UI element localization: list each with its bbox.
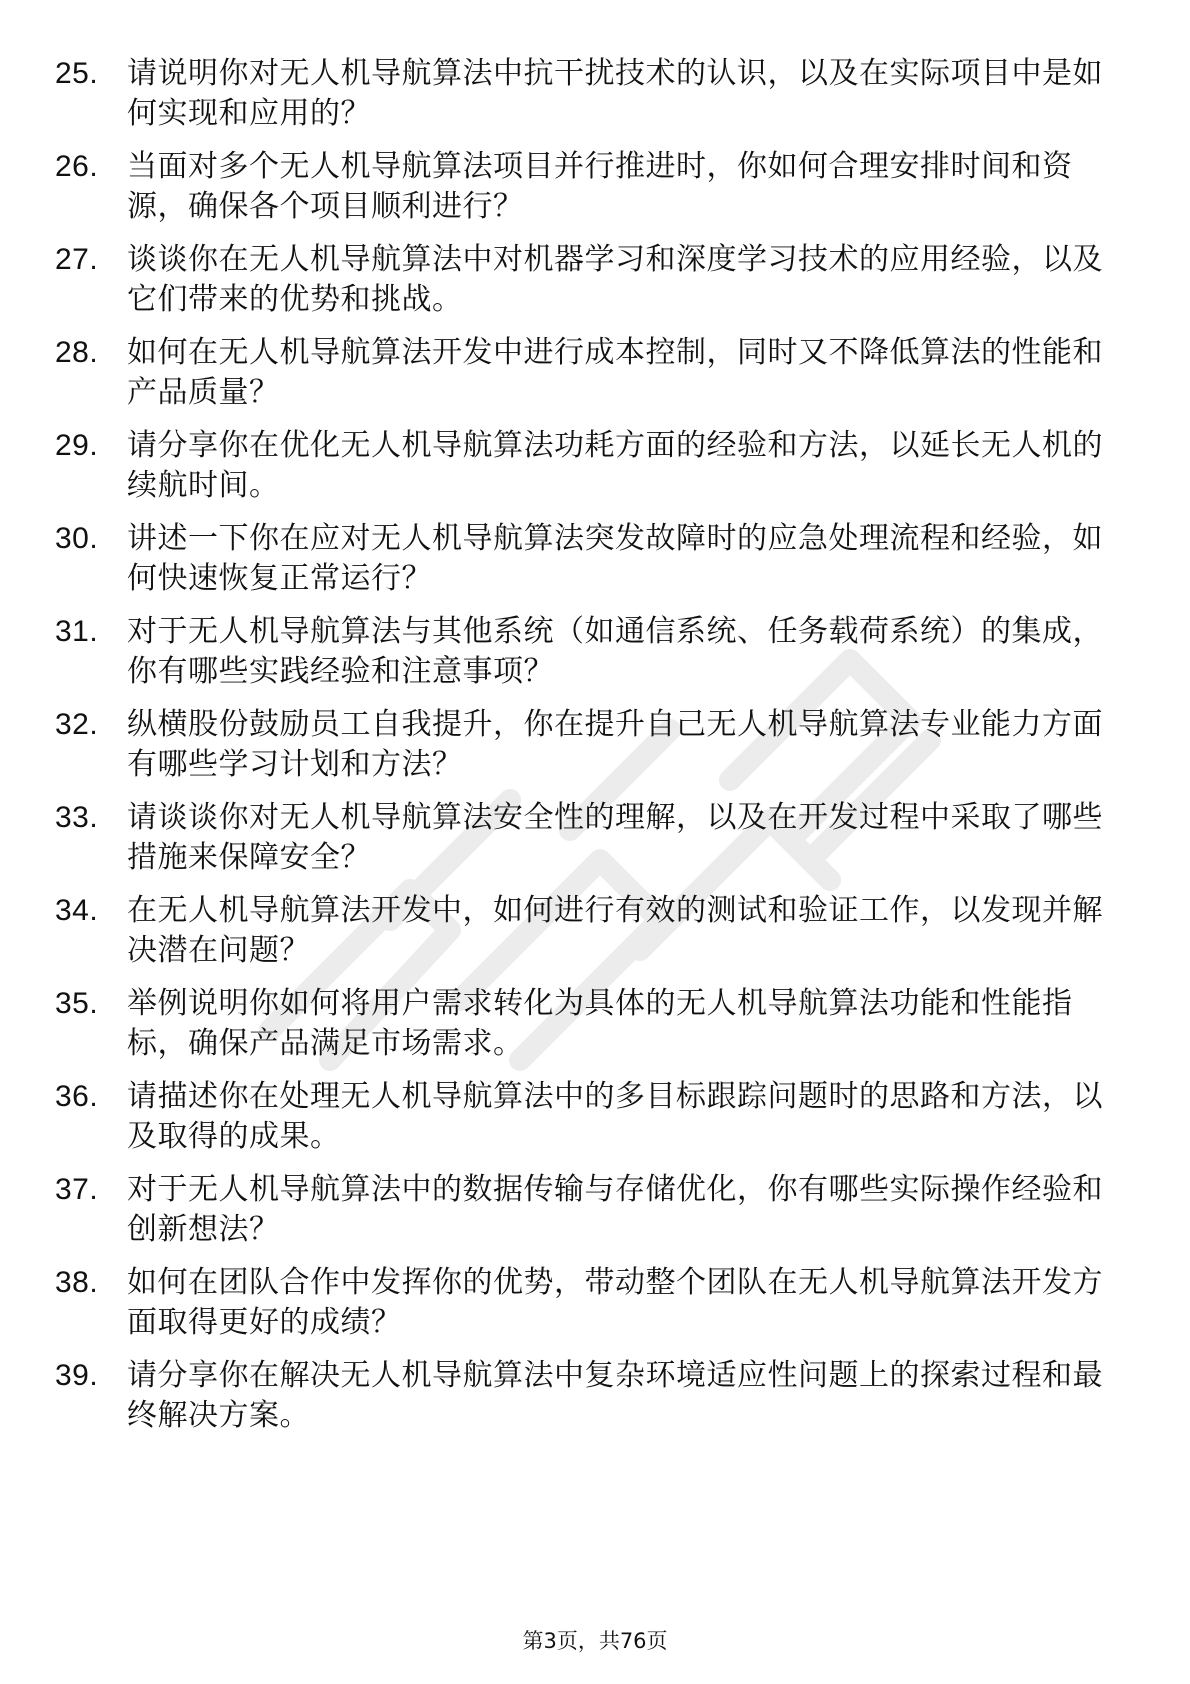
question-text: 如何在无人机导航算法开发中进行成本控制，同时又不降低算法的性能和产品质量？ [127,335,1103,410]
question-item [55,147,1115,227]
question-item [55,1077,1115,1157]
question-text: 请描述你在处理无人机导航算法中的多目标跟踪问题时的思路和方法，以及取得的成果。 [127,1079,1103,1154]
question-item [55,240,1115,320]
question-item [55,984,1115,1064]
question-number: 25. [55,57,99,90]
question-number: 35. [55,987,99,1020]
question-number: 33. [55,801,99,834]
question-text: 如何在团队合作中发挥你的优势，带动整个团队在无人机导航算法开发方面取得更好的成绩？ [127,1265,1103,1340]
question-text: 在无人机导航算法开发中，如何进行有效的测试和验证工作，以发现并解决潜在问题？ [127,893,1103,968]
question-text: 纵横股份鼓励员工自我提升，你在提升自己无人机导航算法专业能力方面有哪些学习计划和方法？ [127,707,1103,782]
question-number: 28. [55,336,99,369]
question-item [55,333,1115,413]
question-item [55,54,1115,134]
question-number: 34. [55,894,99,927]
question-item [55,1263,1115,1343]
question-item [55,1170,1115,1250]
question-number: 27. [55,243,99,276]
question-text: 请说明你对无人机导航算法中抗干扰技术的认识，以及在实际项目中是如何实现和应用的？ [127,56,1103,131]
question-number: 30. [55,522,99,555]
question-text: 举例说明你如何将用户需求转化为具体的无人机导航算法功能和性能指标，确保产品满足市场需求。 [127,986,1073,1061]
question-text: 请分享你在解决无人机导航算法中复杂环境适应性问题上的探索过程和最终解决方案。 [127,1358,1103,1433]
question-number: 38. [55,1266,99,1299]
page-footer: 第3页，共76页 [522,1629,668,1653]
question-item [55,426,1115,506]
question-text: 当面对多个无人机导航算法项目并行推进时，你如何合理安排时间和资源，确保各个项目顺利进行？ [127,149,1073,224]
question-item [55,1356,1115,1436]
question-number: 37. [55,1173,99,1206]
question-number: 39. [55,1359,99,1392]
question-text: 讲述一下你在应对无人机导航算法突发故障时的应急处理流程和经验，如何快速恢复正常运行？ [127,521,1103,596]
question-text: 请分享你在优化无人机导航算法功耗方面的经验和方法，以延长无人机的续航时间。 [127,428,1103,503]
question-number: 36. [55,1080,99,1113]
question-item [55,705,1115,785]
question-text: 请谈谈你对无人机导航算法安全性的理解，以及在开发过程中采取了哪些措施来保障安全？ [127,800,1103,875]
question-number: 32. [55,708,99,741]
question-number: 31. [55,615,99,648]
question-number: 26. [55,150,99,183]
question-number: 29. [55,429,99,462]
question-text: 对于无人机导航算法中的数据传输与存储优化，你有哪些实际操作经验和创新想法？ [127,1172,1103,1247]
question-item [55,612,1115,692]
question-item [55,519,1115,599]
question-list [55,54,1115,1449]
question-item [55,891,1115,971]
question-item [55,798,1115,878]
question-text: 对于无人机导航算法与其他系统（如通信系统、任务载荷系统）的集成，你有哪些实践经验和注意事项？ [127,614,1103,689]
question-text: 谈谈你在无人机导航算法中对机器学习和深度学习技术的应用经验，以及它们带来的优势和挑战。 [127,242,1103,317]
